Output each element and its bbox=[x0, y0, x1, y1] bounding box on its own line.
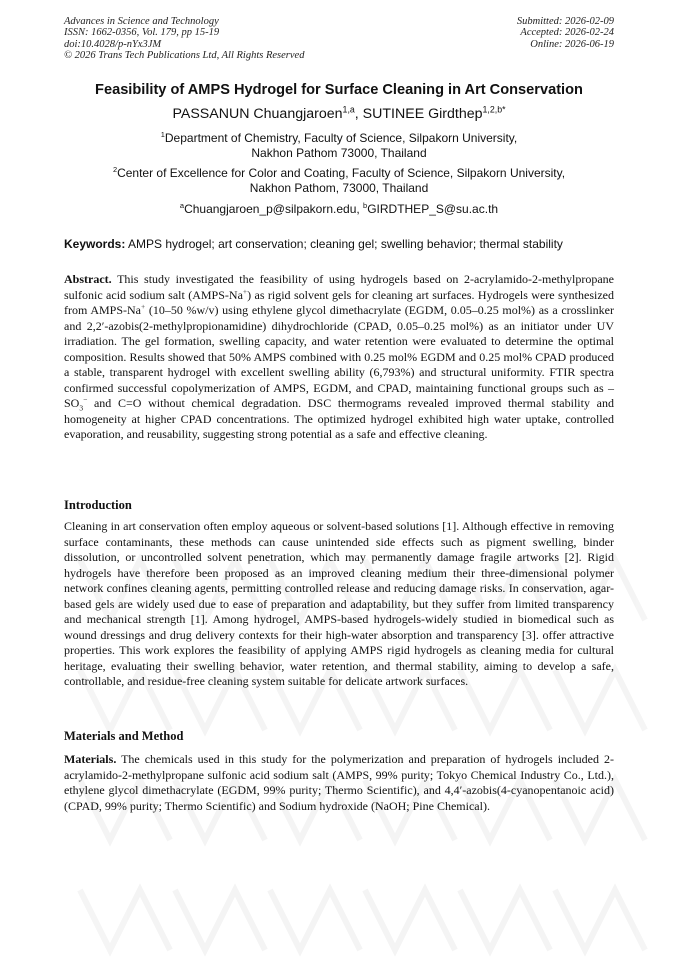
materials-label: Materials. bbox=[64, 752, 117, 766]
journal-info bbox=[64, 16, 304, 61]
journal-name: Advances in Science and Technology bbox=[64, 16, 219, 27]
author-2-sup: 1,2,b* bbox=[482, 104, 506, 115]
affiliation-1-line-2: Nakhon Pathom 73000, Thailand bbox=[251, 146, 427, 161]
introduction-paragraph: Cleaning in art conservation often employ aqueous or solvent-based solutions [1]. Although effective in removing surface contaminants, these methods can cause unintended side effects such as pigment swelling, binder dissolution, or uncontrolled solvent penetration, which may permanently damage fragile artworks [2]. Rigid hydrogels have therefore been proposed as an improved cleaning medium their three-dimensional polymer network confines cleaning agents, permitting controlled release and reducing damage risks. In conservation, agar-based gels are widely used due to ease of preparation and adaptability, but they suffer from limited transparency and mechanical strength [1]. Among hydrogel, AMPS-based hydrogels-widely studied in biomedical such as wound dressings and drug delivery contexts for their high-water absorption and transparency [3]. offer attractive properties. This work explores the feasibility of applying AMPS rigid hydrogels as cleaning media for cultural heritage, evaluating their swelling behavior, water retention, and thermal stability, aiming to develop a safe, controllable, and residue-free cleaning system suitable for delicate artwork surfaces. bbox=[64, 519, 614, 689]
journal-doi: doi:10.4028/p-nYx3JM bbox=[64, 38, 162, 50]
author-2: SUTINEE Girdthep bbox=[362, 106, 483, 122]
affiliation-2 bbox=[40, 166, 638, 197]
abstract-text-a: This study investigated the feasibility of using hydrogels based on 2-acrylamido-2-methylpropane sulfonic acid sodium salt (AMPS-Na bbox=[64, 272, 614, 302]
affiliation-2-line-2: Nakhon Pathom, 73000, Thailand bbox=[249, 181, 429, 196]
introduction-heading: Introduction bbox=[64, 498, 132, 512]
abstract-sub-3: 3 bbox=[79, 403, 84, 413]
email-separator: , bbox=[356, 202, 364, 216]
affiliation-1-line-1: Department of Chemistry, Faculty of Science, Silpakorn University, bbox=[164, 131, 518, 145]
affiliation-2-line-1: Center of Excellence for Color and Coating, Faculty of Science, Silpakorn University, bbox=[117, 166, 566, 180]
keywords bbox=[64, 237, 616, 251]
author-1: PASSANUN Chuangjaroen bbox=[172, 106, 343, 122]
methods-heading: Materials and Method bbox=[64, 729, 184, 743]
journal-issn: ISSN: 1662-0356, Vol. 179, pp 15-19 bbox=[64, 27, 220, 39]
author-line bbox=[40, 106, 638, 122]
affiliation-2-sup: 2 bbox=[112, 165, 118, 174]
materials-paragraph bbox=[64, 752, 614, 814]
abstract-sup-1: + bbox=[242, 286, 248, 296]
watermark-stroke bbox=[460, 890, 550, 950]
abstract-sup-2: + bbox=[141, 302, 146, 312]
author-1-sup: 1,a bbox=[342, 104, 355, 115]
accepted-date: Accepted: 2026-02-24 bbox=[520, 27, 614, 39]
email-line bbox=[40, 202, 638, 216]
materials-text: The chemicals used in this study for the polymerization and preparation of hydrogels included 2-acrylamido-2-methylpropane sulfonic acid sodium salt (AMPS, 99% purity; Tokyo Chemical Industry Co., Ltd.), ethylene glycol dimethacrylate (EGDM, 99% purity; Thermo Scientific), and 4,4′-azobis(4-cyanopentanoic acid) (CPAD, 99% purity; Thermo Scientific) and Sodium hydroxide (NaOH; Pine Chemical). bbox=[64, 752, 614, 813]
abstract-text-d: and C=O without chemical degradation. DSC thermograms revealed improved thermal stability and homogeneity at higher CPAD concentrations. The optimized hydrogel exhibited high water uptake, controlled evaporation, and reusability, suggesting strong potential as a safe and effective cleaning. bbox=[64, 396, 614, 442]
email-a-sup: a bbox=[179, 201, 185, 210]
email-a: Chuangjaroen_p@silpakorn.edu bbox=[184, 202, 357, 216]
abstract-sup-3: − bbox=[83, 395, 88, 405]
submitted-date: Submitted: 2026-02-09 bbox=[516, 16, 614, 27]
abstract-text-b: ) as rigid solvent gels for cleaning art surfaces. Hydrogels were synthesized from AMPS-Na bbox=[64, 287, 614, 318]
publication-dates bbox=[517, 16, 614, 50]
keywords-text: AMPS hydrogel; art conservation; cleaning gel; swelling behavior; thermal stability bbox=[125, 237, 563, 251]
online-date: Online: 2026-06-19 bbox=[530, 38, 614, 50]
author-separator: , bbox=[354, 106, 363, 122]
affiliation-1 bbox=[40, 131, 638, 162]
email-b: GIRDTHEP_S@su.ac.th bbox=[367, 202, 499, 216]
keywords-label: Keywords: bbox=[64, 237, 126, 251]
abstract-text-c: (10–50 %w/v) using ethylene glycol dimethacrylate (EGDM, 0.05–0.25 mol%) as a crosslinker and 2,2′-azobis(2-methylpropionamidine) dihydrochloride (CPAD, 0.05–0.25 mol%) as an initiator under UV irradiation. The gel formation, swelling capacity, and water retention were evaluated to determine the optimal composition. Results showed that 50% AMPS combined with 0.25 mol% EGDM and 0.25 mol% CPAD produced a stable, transparent hydrogel with excellent swelling ability (6,793%) and structural uniformity. FTIR spectra confirmed successful copolymerization of AMPS, EGDM, and CPAD, maintaining functional groups such as –SO bbox=[64, 303, 614, 411]
watermark-stroke bbox=[270, 890, 360, 950]
abstract-paragraph bbox=[64, 272, 614, 443]
watermark-stroke bbox=[555, 890, 645, 950]
watermark-stroke bbox=[175, 890, 265, 950]
paper-title: Feasibility of AMPS Hydrogel for Surface Cleaning in Art Conservation bbox=[95, 82, 583, 98]
email-b-sup: b bbox=[363, 201, 368, 210]
abstract-label: Abstract. bbox=[64, 272, 112, 286]
affiliation-1-sup: 1 bbox=[160, 130, 165, 139]
watermark-stroke bbox=[365, 890, 455, 950]
journal-copyright: © 2026 Trans Tech Publications Ltd, All Rights Reserved bbox=[64, 49, 305, 61]
watermark-stroke bbox=[80, 890, 170, 950]
